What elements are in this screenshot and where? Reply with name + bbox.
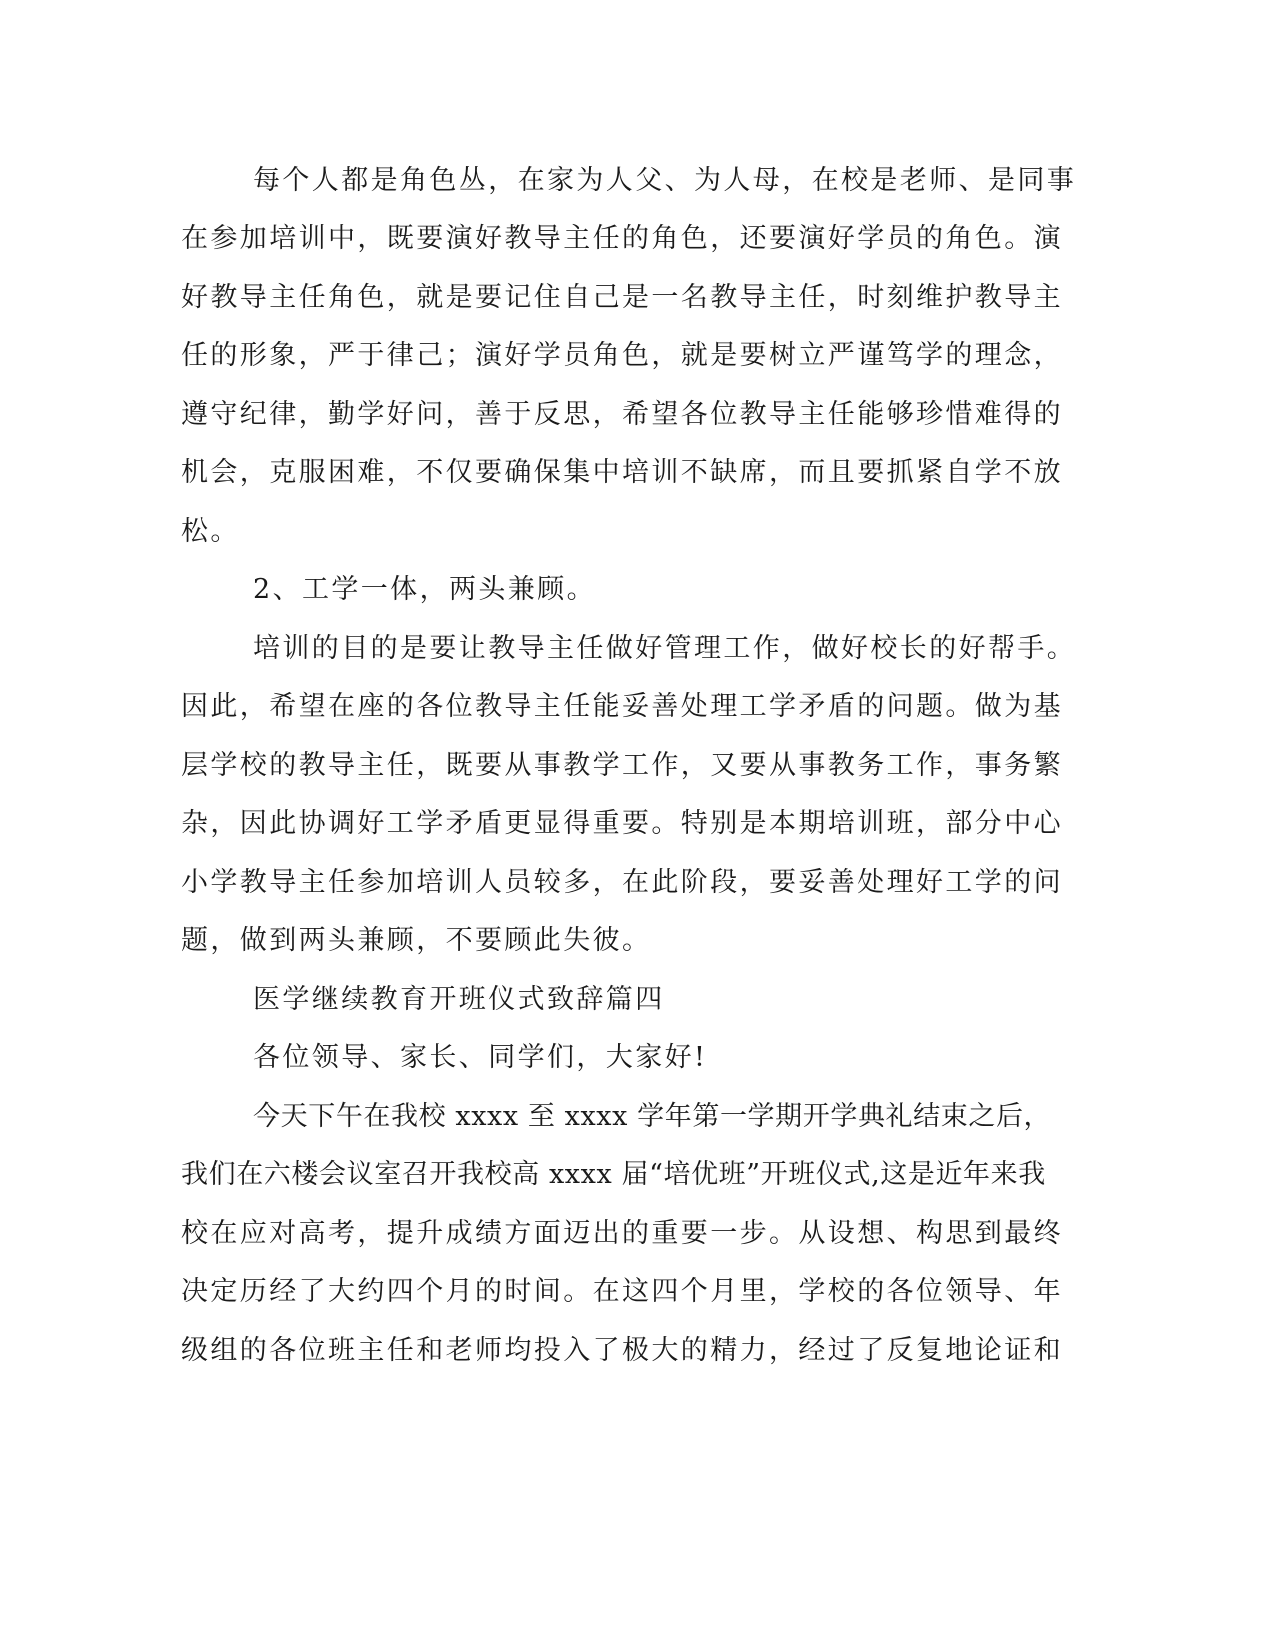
- paragraph-line: 层学校的教导主任，既要从事教学工作，又要从事教务工作，事务繁: [181, 750, 1063, 781]
- paragraph-line: 好教导主任角色，就是要记住自己是一名教导主任，时刻维护教导主: [181, 282, 1063, 313]
- paragraph-line: 在参加培训中，既要演好教导主任的角色，还要演好学员的角色。演: [181, 223, 1063, 254]
- paragraph-line: 今天下午在我校 xxxx 至 xxxx 学年第一学期开学典礼结束之后，: [253, 1101, 1052, 1132]
- article-title: 医学继续教育开班仪式致辞篇四: [253, 984, 665, 1015]
- paragraph-line: 杂，因此协调好工学矛盾更显得重要。特别是本期培训班，部分中心: [181, 808, 1063, 839]
- paragraph-line: 题，做到两头兼顾，不要顾此失彼。: [181, 925, 652, 956]
- greeting-line: 各位领导、家长、同学们，大家好!: [253, 1042, 708, 1073]
- paragraph-line: 小学教导主任参加培训人员较多，在此阶段，要妥善处理好工学的问: [181, 867, 1063, 898]
- section-heading: 2、工学一体，两头兼顾。: [253, 574, 596, 605]
- paragraph-line: 我们在六楼会议室召开我校高 xxxx 届“培优班”开班仪式,这是近年来我: [181, 1159, 1046, 1190]
- paragraph-line: 校在应对高考，提升成绩方面迈出的重要一步。从设想、构思到最终: [181, 1218, 1063, 1249]
- paragraph-line: 因此，希望在座的各位教导主任能妥善处理工学矛盾的问题。做为基: [181, 691, 1063, 722]
- paragraph-line: 每个人都是角色丛，在家为人父、为人母，在校是老师、是同事: [253, 165, 1077, 196]
- paragraph-line: 级组的各位班主任和老师均投入了极大的精力，经过了反复地论证和: [181, 1335, 1063, 1366]
- paragraph-line: 任的形象，严于律己；演好学员角色，就是要树立严谨笃学的理念，: [181, 340, 1063, 371]
- paragraph-line: 培训的目的是要让教导主任做好管理工作，做好校长的好帮手。: [253, 633, 1077, 664]
- paragraph-line: 决定历经了大约四个月的时间。在这四个月里，学校的各位领导、年: [181, 1276, 1063, 1307]
- paragraph-line: 松。: [181, 516, 240, 547]
- paragraph-line: 遵守纪律，勤学好问，善于反思，希望各位教导主任能够珍惜难得的: [181, 399, 1063, 430]
- paragraph-line: 机会，克服困难，不仅要确保集中培训不缺席，而且要抓紧自学不放: [181, 457, 1063, 488]
